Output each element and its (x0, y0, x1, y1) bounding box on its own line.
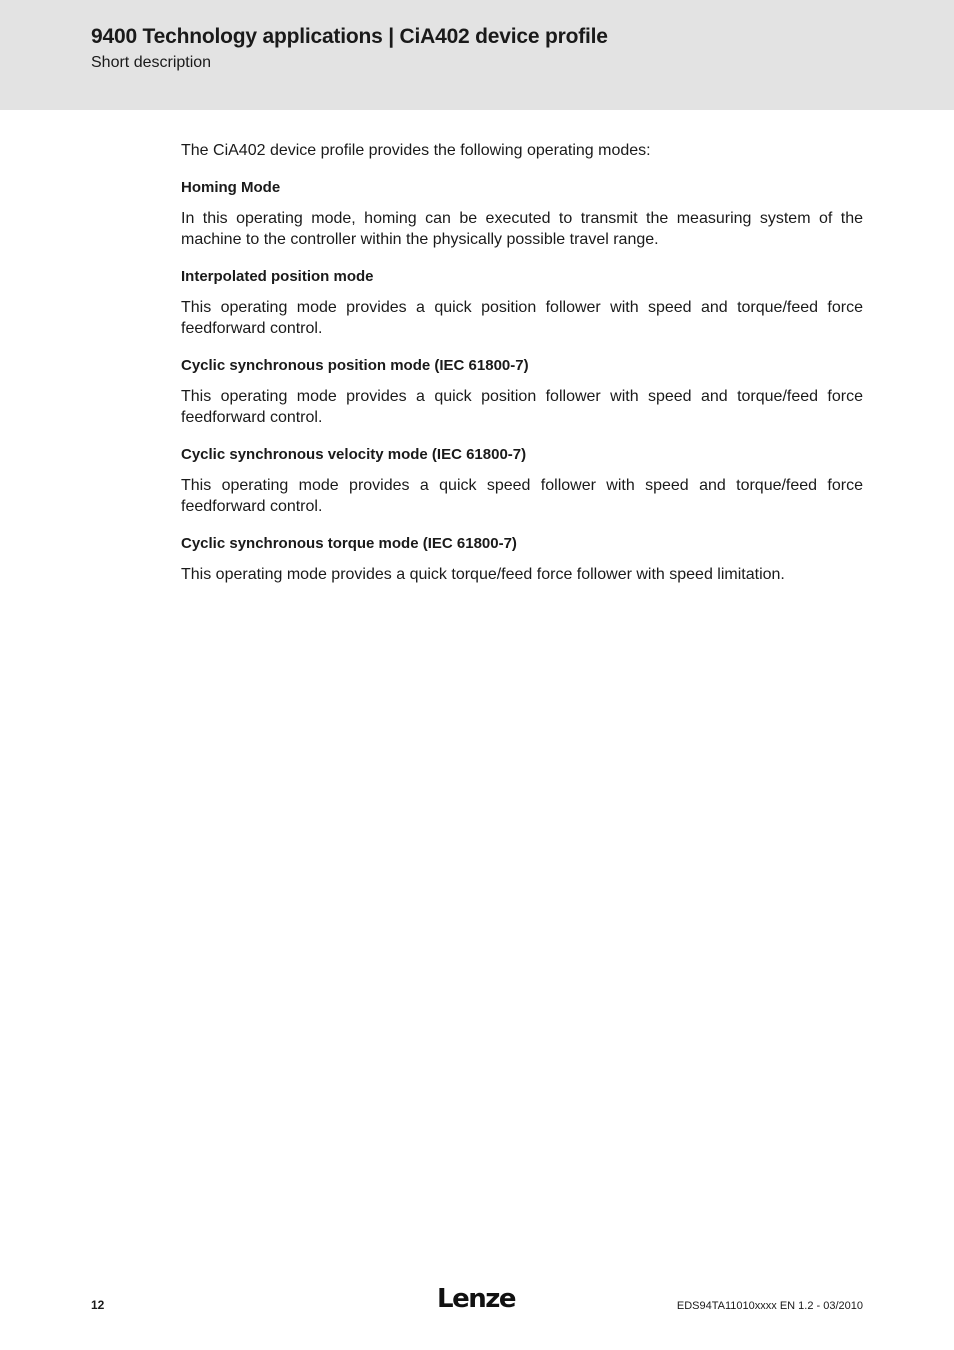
document-title: 9400 Technology applications | CiA402 device profile (91, 25, 608, 48)
section-interpolated-position-mode (181, 267, 863, 339)
main-content (181, 140, 863, 602)
page-number: 12 (91, 1298, 105, 1312)
section-cyclic-sync-velocity-mode (181, 445, 863, 517)
intro-paragraph: The CiA402 device profile provides the following operating modes: (181, 142, 651, 159)
chapter-subtitle: Short description (91, 54, 212, 71)
section-homing-mode (181, 178, 863, 250)
lenze-logo: Lenze (437, 1284, 515, 1314)
section-text: This operating mode provides a quick speed follower with speed and torque/feed force feedforward control. (181, 477, 863, 515)
section-text: In this operating mode, homing can be executed to transmit the measuring system of the machine to the controller within the physically possible travel range. (181, 210, 863, 248)
section-cyclic-sync-position-mode (181, 356, 863, 428)
section-heading: Homing Mode (181, 179, 281, 196)
document-id: EDS94TA11010xxxx EN 1.2 - 03/2010 (676, 1300, 863, 1312)
section-text: This operating mode provides a quick position follower with speed and torque/feed force feedforward control. (181, 388, 863, 426)
section-text: This operating mode provides a quick torque/feed force follower with speed limitation. (181, 566, 785, 583)
section-cyclic-sync-torque-mode (181, 534, 863, 585)
section-heading: Cyclic synchronous position mode (IEC 61800-7) (181, 357, 529, 374)
page-header (0, 0, 954, 110)
section-heading: Cyclic synchronous torque mode (IEC 61800-7) (181, 535, 517, 552)
section-heading: Cyclic synchronous velocity mode (IEC 61800-7) (181, 446, 527, 463)
section-heading: Interpolated position mode (181, 268, 374, 285)
section-text: This operating mode provides a quick position follower with speed and torque/feed force feedforward control. (181, 299, 863, 337)
